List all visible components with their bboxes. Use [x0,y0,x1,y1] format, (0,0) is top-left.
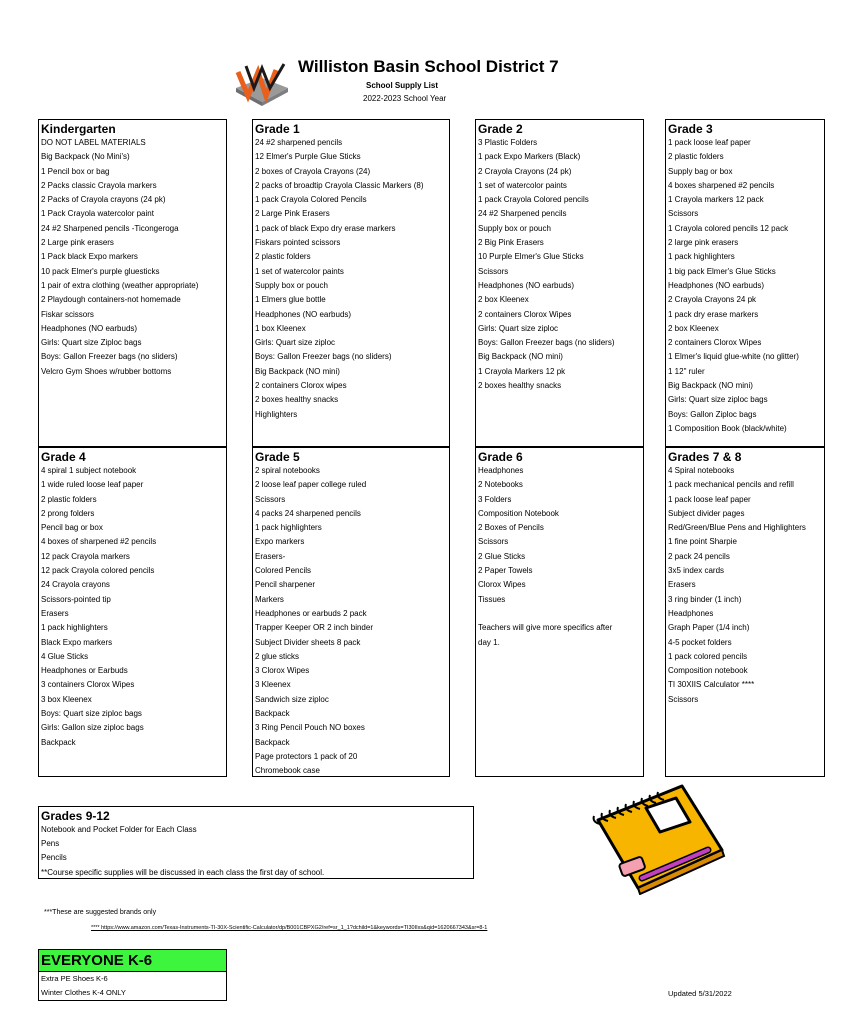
list-item: Big Backpack (NO mini) [478,352,563,362]
list-item: 1 set of watercolor paints [255,266,344,276]
list-item: 2 Playdough containers-not homemade [41,295,181,305]
page-subtitle: School Supply List [366,81,439,90]
list-item: 2 containers Clorox Wipes [478,309,572,319]
list-item: Headphones or Earbuds [41,666,128,676]
list-item: 1 big pack Elmer's Glue Sticks [668,266,776,276]
calculator-link[interactable]: **** https://www.amazon.com/Texas-Instruments-TI-30X-Scientific-Calculator/dp/B001CBPXG2/ref=sr_1_1?dchild=1&keywords=TI30IIxs&qid=1620667343&sr=8-1 [91,925,488,931]
list-item: Scissors [668,694,699,704]
list-item: 2 Large pink erasers [41,238,114,248]
list-item: Big Backpack (No Mini's) [41,152,130,162]
list-item: 10 pack Elmer's purple gluesticks [41,266,160,276]
page-title: Williston Basin School District 7 [298,57,559,76]
list-item: Markers [255,594,284,604]
list-item: 24 #2 Sharpened pencils [478,209,567,219]
column-heading: Grade 2 [478,122,523,136]
list-item: 3x5 index cards [668,566,725,576]
list-item: 1 Crayola markers 12 pack [668,195,764,205]
list-item: Girls: Quart size ziploc [255,338,336,348]
list-item: 12 pack Crayola markers [41,551,130,561]
list-item: Erasers- [255,551,286,561]
list-item: Subject Divider sheets 8 pack [255,637,361,647]
list-item: Trapper Keeper OR 2 inch binder [255,623,373,633]
list-item: Girls: Quart size ziploc [478,323,559,333]
list-item: 10 Purple Elmer's Glue Sticks [478,252,584,262]
list-item: Pencil sharpener [255,580,316,590]
list-item: Chromebook case [255,766,320,776]
list-item: Velcro Gym Shoes w/rubber bottoms [41,366,172,376]
list-item: Girls: Quart size Ziploc bags [41,338,142,348]
list-item: Headphones [478,466,524,475]
list-item: 24 #2 sharpened pencils [255,138,343,147]
list-item: 1 Elmers glue bottle [255,295,326,305]
column-heading: Grade 6 [478,450,523,464]
list-item: 3 Kleenex [255,680,291,690]
column-heading: Kindergarten [41,122,116,136]
list-item: 3 Folders [478,494,512,504]
list-item: 2 Packs of Crayola crayons (24 pk) [41,195,166,205]
list-item: 3 box Kleenex [41,694,92,704]
list-item: 2 containers Clorox Wipes [668,338,762,348]
list-item: Backpack [255,737,290,747]
list-item: Boys: Gallon Freezer bags (no sliders) [41,352,178,362]
list-item: 4 Spiral notebooks [668,466,735,475]
list-item: 2 containers Clorox wipes [255,381,347,391]
list-item: Backpack [255,709,290,719]
grades-9-12-box [38,806,474,879]
list-item: 2 Big Pink Erasers [478,238,544,248]
list-item: 3 Ring Pencil Pouch NO boxes [255,723,365,733]
column-heading: Grade 3 [668,122,713,136]
list-item: 1 pack Expo Markers (Black) [478,152,581,162]
list-item: 1 Pack black Expo markers [41,252,138,262]
list-item: Boys: Gallon Ziploc bags [668,409,757,419]
list-item: 1 pack dry erase markers [668,309,759,319]
column-grade-4 [38,447,227,777]
list-item: 1 fine point Sharpie [668,537,737,547]
list-item: Headphones or earbuds 2 pack [255,608,367,618]
list-item: 1 pack loose leaf paper [668,494,751,504]
list-item: 1 Crayola Markers 12 pk [478,366,566,376]
list-item: Boys: Quart size ziploc bags [41,709,142,719]
list-item: 1 pack of black Expo dry erase markers [255,223,396,233]
list-item: Scissors [668,209,699,219]
column-heading: Grade 4 [41,450,86,464]
list-item: 4 spiral 1 subject notebook [41,466,137,475]
list-item: TI 30XIIS Calculator **** [668,680,755,690]
list-item: 24 #2 Sharpened pencils -Ticongeroga [41,223,179,233]
list-item: Subject divider pages [668,508,745,518]
column-grades-7-8 [665,447,825,777]
list-item: 1 pack loose leaf paper [668,138,751,147]
list-item: 2 prong folders [41,508,95,518]
list-item: 2 boxes of Crayola Crayons (24) [255,166,371,176]
column-grade-1 [252,119,450,447]
list-item: 1 pack highlighters [41,623,108,633]
list-item: 1 Crayola colored pencils 12 pack [668,223,789,233]
list-item: Highlighters [255,409,298,419]
list-item: 2 glue sticks [255,651,300,661]
list-item: Supply bag or box [668,166,733,176]
updated-date: Updated 5/31/2022 [668,989,732,998]
list-item: 2 loose leaf paper college ruled [255,480,367,490]
list-item: 1 Elmer's liquid glue-white (no glitter) [668,352,799,362]
list-item: Headphones (NO earbuds) [478,280,575,290]
list-item: Scissors [478,266,509,276]
column-grade-5 [252,447,450,777]
list-item: 3 ring binder (1 inch) [668,594,742,604]
notebook-icon [580,780,730,895]
list-item: Composition Notebook [478,508,559,518]
list-item: 1 Composition Book (black/white) [668,423,787,433]
brands-footnote: ***These are suggested brands only [44,909,157,916]
list-item: 2 Notebooks [478,480,523,490]
column-heading: Grade 1 [255,122,300,136]
list-item: 1 box Kleenex [255,323,306,333]
list-item: 2 box Kleenex [668,323,719,333]
list-item: Erasers [41,608,69,618]
list-item: 2 Paper Towels [478,566,533,576]
list-item: 4 packs 24 sharpened pencils [255,508,361,518]
list-item: DO NOT LABEL MATERIALS [41,138,146,147]
list-item: Tissues [478,594,506,604]
list-item: Pencil bag or box [41,523,103,533]
list-item: Scissors [478,537,509,547]
list-item: Composition notebook [668,666,748,676]
column-heading: Grade 5 [255,450,300,464]
list-item: 2 Packs classic Crayola markers [41,180,157,190]
list-item: Pens [41,839,60,849]
list-item: Backpack [41,737,76,747]
list-item: 24 Crayola crayons [41,580,110,590]
list-item: 3 Clorox Wipes [255,666,310,676]
list-item: Page protectors 1 pack of 20 [255,751,358,761]
list-item: 1 pack highlighters [668,252,735,262]
list-item: 1 set of watercolor paints [478,180,567,190]
list-item: Extra PE Shoes K-6 [41,974,108,983]
list-item: Pencils [41,853,67,863]
list-item: Black Expo markers [41,637,113,647]
list-item: 2 boxes healthy snacks [255,395,339,405]
list-item: day 1. [478,637,500,647]
list-item: Graph Paper (1/4 inch) [668,623,750,633]
list-item: 2 Large Pink Erasers [255,209,330,219]
list-item: 2 boxes healthy snacks [478,381,562,391]
column-kindergarten [38,119,227,447]
list-item: Teachers will give more specifics after [478,623,613,633]
district-logo [232,58,292,108]
list-item: Winter Clothes K-4 ONLY [41,988,126,997]
column-grade-3 [665,119,825,447]
list-item: 1 pack Crayola Colored pencils [478,195,589,205]
list-item: 2 pack 24 pencils [668,551,730,561]
list-item: Girls: Quart size ziploc bags [668,395,768,405]
list-item: 1 pack mechanical pencils and refill [668,480,794,490]
list-item [476,607,643,621]
list-item: Sandwich size ziploc [255,694,329,704]
list-item: Headphones [668,608,714,618]
list-item: Colored Pencils [255,566,312,576]
list-item: 1 12" ruler [668,366,705,376]
list-item: Scissors-pointed tip [41,594,111,604]
list-item: 2 spiral notebooks [255,466,320,475]
list-item: Red/Green/Blue Pens and Highlighters [668,523,806,533]
list-item: 2 large pink erasers [668,238,739,248]
list-item: Supply box or pouch [478,223,551,233]
list-item: Expo markers [255,537,305,547]
everyone-k6-box [38,949,227,1001]
list-item: 2 Crayola Crayons (24 pk) [478,166,572,176]
list-item: 4 boxes sharpened #2 pencils [668,180,775,190]
list-item: Big Backpack (NO mini) [668,381,753,391]
list-item: 2 plastic folders [41,494,97,504]
list-item: Big Backpack (NO mini) [255,366,340,376]
list-item: 4 Glue Sticks [41,651,89,661]
list-item: 1 pack highlighters [255,523,322,533]
list-item: 1 pair of extra clothing (weather appropriate) [41,280,199,290]
list-item: 2 packs of broadtip Crayola Classic Markers (8) [255,180,424,190]
list-item: 2 box Kleenex [478,295,529,305]
list-item: Notebook and Pocket Folder for Each Class [41,825,197,834]
list-item: 12 pack Crayola colored pencils [41,566,155,576]
list-item: 12 Elmer's Purple Glue Sticks [255,152,361,162]
list-item: Clorox Wipes [478,580,526,590]
list-item: Headphones (NO earbuds) [41,323,138,333]
list-item: 1 wide ruled loose leaf paper [41,480,144,490]
list-item: Fiskar scissors [41,309,94,319]
list-item: 2 Glue Sticks [478,551,526,561]
column-grade-6 [475,447,644,777]
school-year: 2022-2023 School Year [363,94,447,103]
list-item: Boys: Gallon Freezer bags (no sliders) [255,352,392,362]
list-item: 4 boxes of sharpened #2 pencils [41,537,157,547]
list-item: Boys: Gallon Freezer bags (no sliders) [478,338,615,348]
list-item: 3 containers Clorox Wipes [41,680,135,690]
list-item: Fiskars pointed scissors [255,238,341,248]
list-item: 2 plastic folders [668,152,724,162]
list-item: 3 Plastic Folders [478,138,538,147]
list-item: Headphones (NO earbuds) [668,280,765,290]
list-item: Girls: Gallon size ziploc bags [41,723,144,733]
column-heading: Grades 7 & 8 [668,450,742,464]
list-item: 2 Boxes of Pencils [478,523,544,533]
list-item: 4-5 pocket folders [668,637,732,647]
grades-9-12-heading: Grades 9-12 [41,809,110,823]
list-item: Erasers [668,580,696,590]
list-item: 1 pack Crayola Colored Pencils [255,195,367,205]
list-item: 1 pack colored pencils [668,651,748,661]
everyone-k6-heading: EVERYONE K-6 [39,950,226,972]
list-item: 1 Pack Crayola watercolor paint [41,209,154,219]
list-item: Supply box or pouch [255,280,328,290]
list-item: Headphones (NO earbuds) [255,309,352,319]
list-item: Scissors [255,494,286,504]
list-item: 1 Pencil box or bag [41,166,110,176]
list-item: **Course specific supplies will be discussed in each class the first day of school. [41,867,325,877]
column-grade-2 [475,119,644,447]
list-item: 2 plastic folders [255,252,311,262]
list-item: 2 Crayola Crayons 24 pk [668,295,757,305]
